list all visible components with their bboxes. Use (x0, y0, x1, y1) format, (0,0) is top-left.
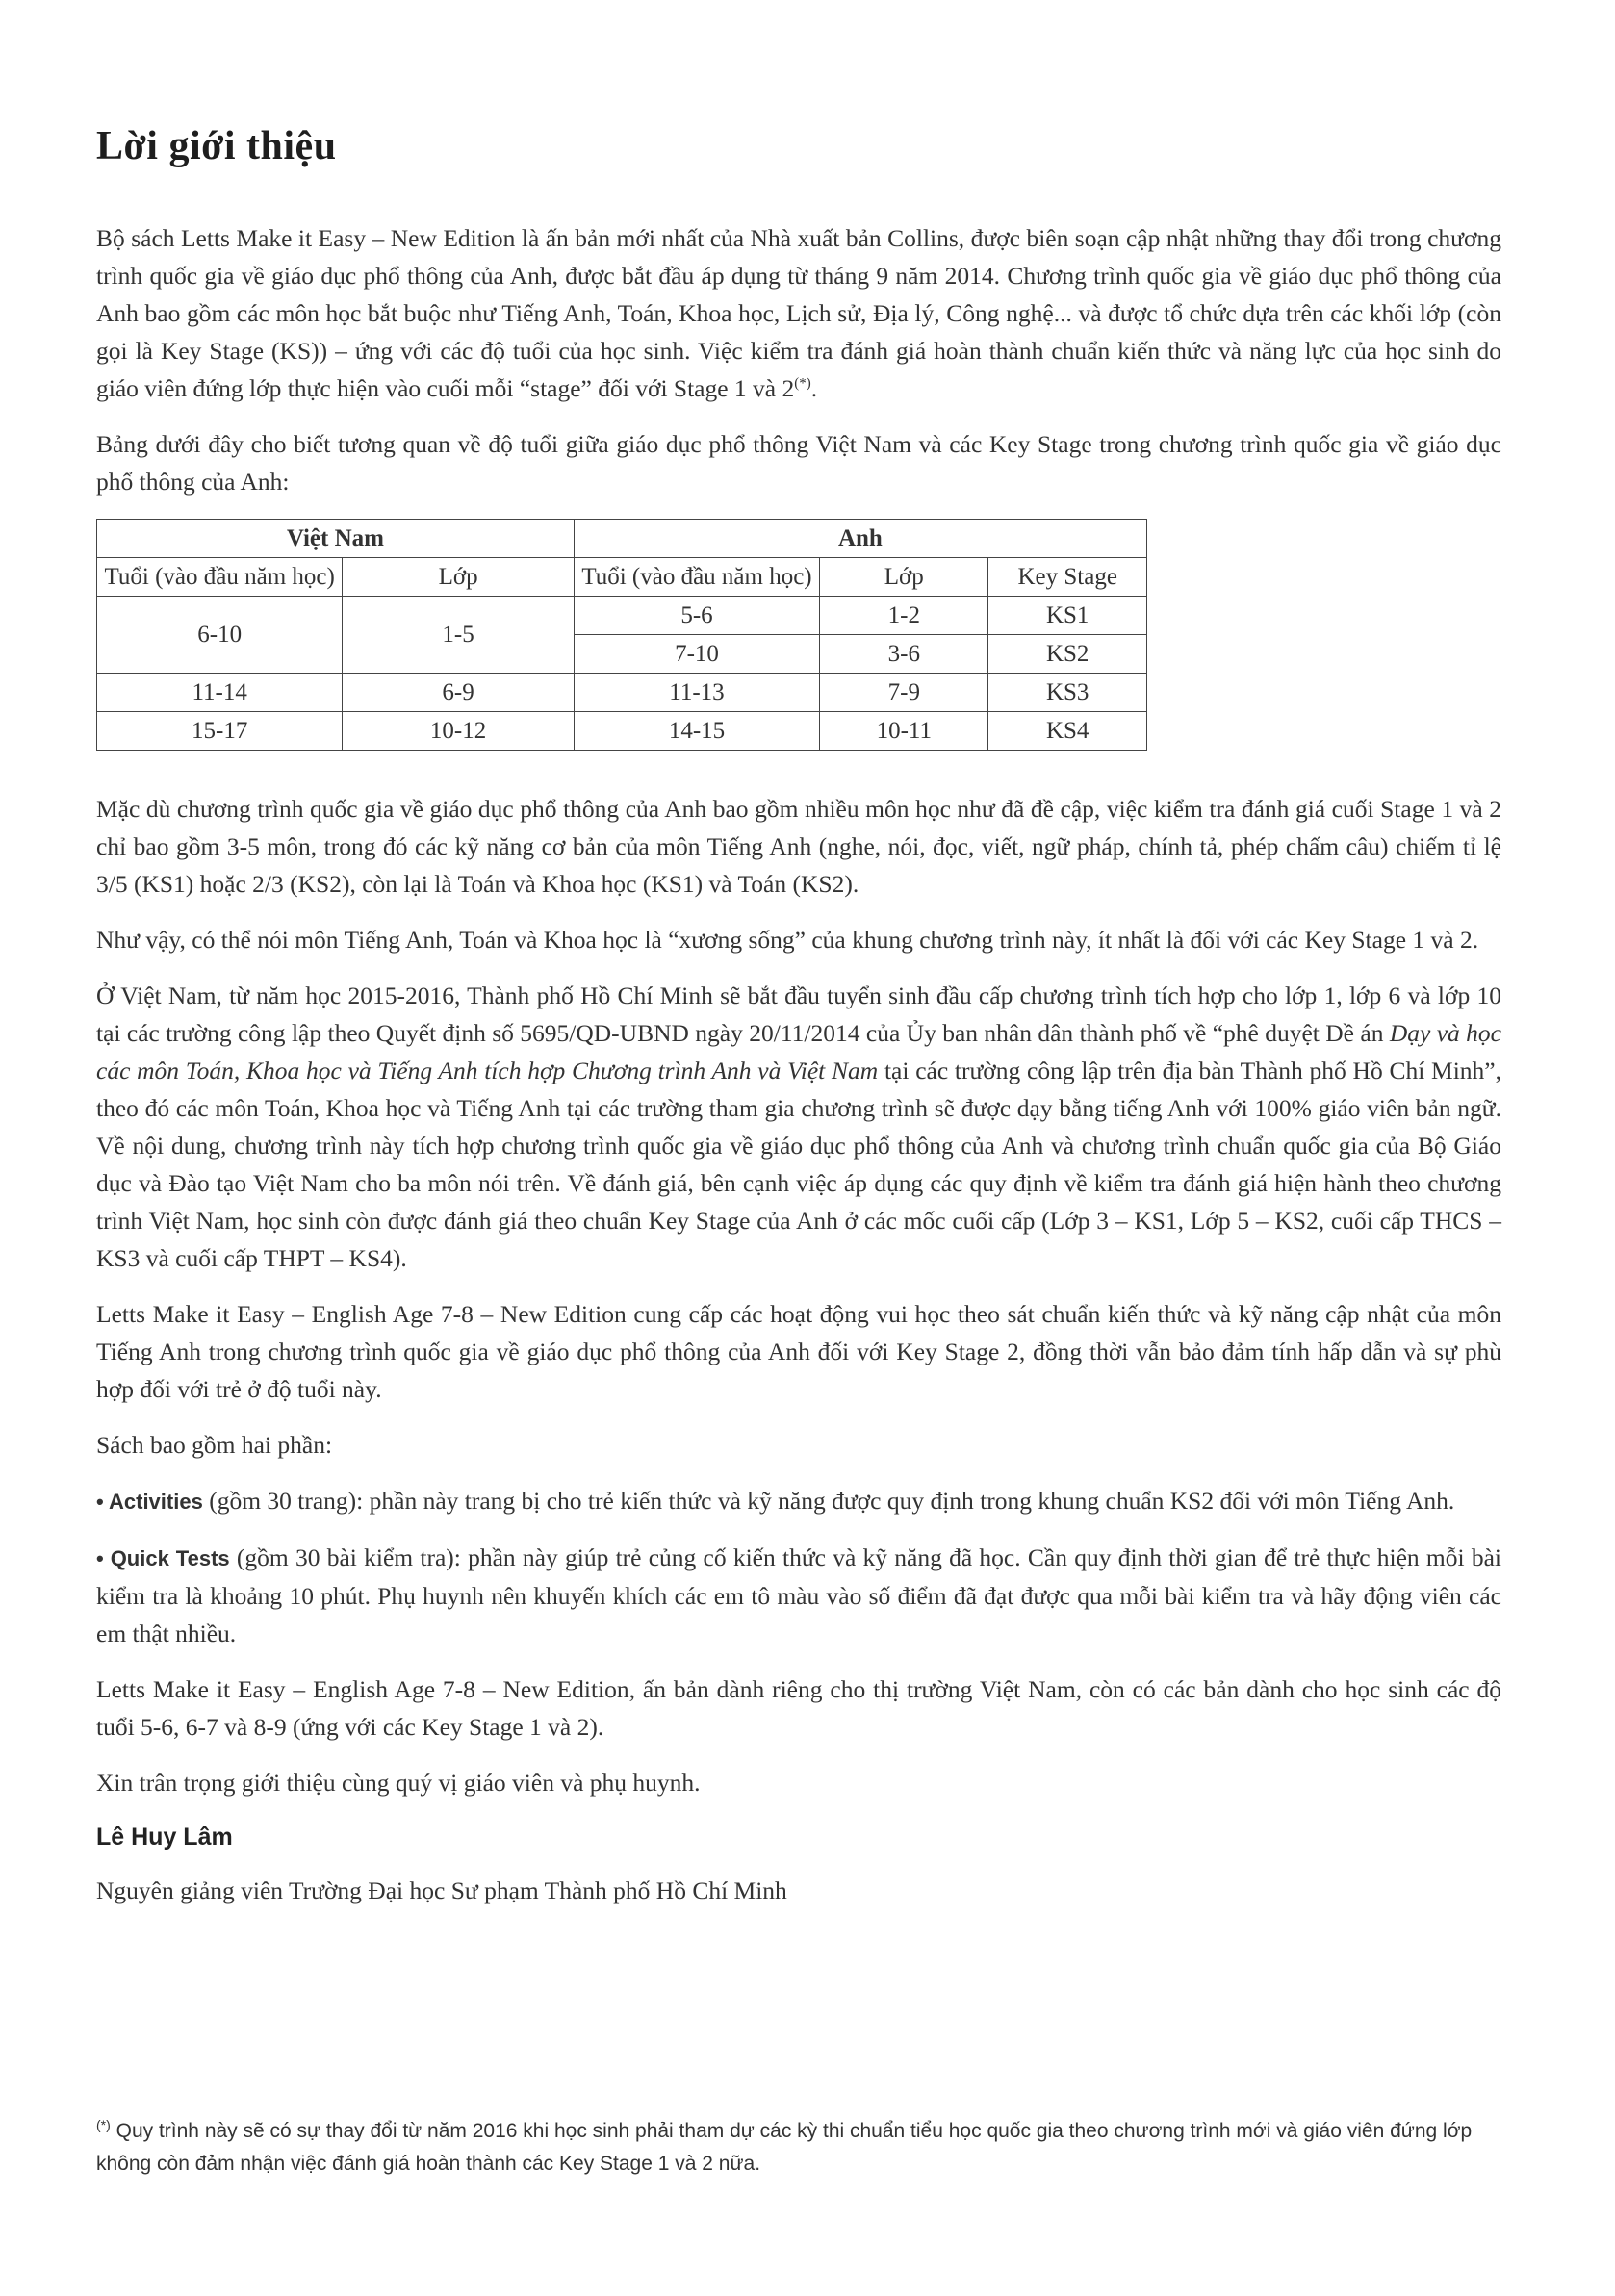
table-cell-uk-grade: 10-11 (820, 712, 988, 751)
table-cell-uk-age: 14-15 (574, 712, 819, 751)
paragraph-vietnam-program (96, 977, 1501, 1277)
table-row (97, 712, 1147, 751)
table-row (97, 674, 1147, 712)
paragraph-vietnam-text-b: tại các trường công lập trên địa bàn Thành phố Hồ Chí Minh”, theo đó các môn Toán, Khoa học và Tiếng Anh tại các trường tham gia chương trình sẽ được dạy bằng tiếng Anh với 100% giáo viên bản ngữ. Về nội dung, chương trình này tích hợp chương trình quốc gia về giáo dục phổ thông của Anh và chương trình chuẩn quốc gia của Bộ Giáo dục và Đào tạo Việt Nam cho ba môn nói trên. Về đánh giá, bên cạnh việc áp dụng các quy định về kiểm tra đánh giá hiện hành theo chương trình Việt Nam, học sinh còn được đánh giá theo chuẩn Key Stage của Anh ở các mốc cuối cấp (Lớp 3 – KS1, Lớp 5 – KS2, cuối cấp THCS – KS3 và cuối cấp THPT – KS4). (96, 1057, 1501, 1272)
bullet-activities (96, 1482, 1501, 1520)
bullet-quick-tests-text: (gồm 30 bài kiểm tra): phần này giúp trẻ củng cố kiến thức và kỹ năng đã học. Cần quy định thời gian để trẻ thực hiện mỗi bài kiểm tra là khoảng 10 phút. Phụ huynh nên khuyến khích các em tô màu vào số điểm đã đạt được qua mỗi bài kiểm tra và hãy động viên các em thật nhiều. (96, 1543, 1501, 1647)
table-group-england: Anh (574, 520, 1146, 558)
table-cell-uk-grade: 1-2 (820, 597, 988, 635)
paragraph-book-parts: Sách bao gồm hai phần: (96, 1431, 333, 1459)
footnote-mark: (*) (96, 2117, 111, 2132)
paragraph-assessment: Mặc dù chương trình quốc gia về giáo dục phổ thông của Anh bao gồm nhiều môn học như đã đề cập, việc kiểm tra đánh giá cuối Stage 1 và 2 chỉ bao gồm 3-5 môn, trong đó các kỹ năng cơ bản của môn Tiếng Anh (nghe, nói, đọc, viết, ngữ pháp, chính tả, phép chấm câu) chiếm tỉ lệ 3/5 (KS1) hoặc 2/3 (KS2), còn lại là Toán và Khoa học (KS1) và Toán (KS2). (96, 795, 1501, 898)
age-comparison-table (96, 519, 1147, 751)
paragraph-table-intro: Bảng dưới đây cho biết tương quan về độ tuổi giữa giáo dục phổ thông Việt Nam và các Key Stage trong chương trình quốc gia về giáo dục phổ thông của Anh: (96, 430, 1501, 496)
bullet-quick-tests (96, 1539, 1501, 1652)
author-block (96, 1820, 1501, 1909)
table-cell-vn-grade: 10-12 (343, 712, 574, 751)
table-cell-uk-grade: 7-9 (820, 674, 988, 712)
paragraph-closing: Xin trân trọng giới thiệu cùng quý vị giáo viên và phụ huynh. (96, 1769, 701, 1797)
paragraph-intro-text: Bộ sách Letts Make it Easy – New Edition là ấn bản mới nhất của Nhà xuất bản Collins, được biên soạn cập nhật những thay đổi trong chương trình quốc gia về giáo dục phổ thông của Anh, được bắt đầu áp dụng từ tháng 9 năm 2014. Chương trình quốc gia về giáo dục phổ thông của Anh bao gồm các môn học bắt buộc như Tiếng Anh, Toán, Khoa học, Lịch sử, Địa lý, Công nghệ... và được tổ chức dựa trên các khối lớp (còn gọi là Key Stage (KS)) – ứng với các độ tuổi của học sinh. Việc kiểm tra đánh giá hoàn thành chuẩn kiến thức và năng lực của học sinh do giáo viên đứng lớp thực hiện vào cuối mỗi “stage” đối với Stage 1 và 2 (96, 224, 1501, 402)
bullet-quick-tests-label: • Quick Tests (96, 1546, 230, 1570)
table-cell-uk-age: 11-13 (574, 674, 819, 712)
author-name: Lê Huy Lâm (96, 1824, 233, 1850)
table-cell-key-stage: KS2 (988, 635, 1147, 674)
paragraph-backbone: Như vậy, có thể nói môn Tiếng Anh, Toán và Khoa học là “xương sống” của khung chương trình này, ít nhất là đối với các Key Stage 1 và 2. (96, 926, 1479, 954)
table-cell-vn-age: 15-17 (97, 712, 343, 751)
table-cell-key-stage: KS1 (988, 597, 1147, 635)
table-header-uk-grade: Lớp (820, 558, 988, 597)
table-header-vn-grade: Lớp (343, 558, 574, 597)
bullet-activities-text: (gồm 30 trang): phần này trang bị cho trẻ kiến thức và kỹ năng được quy định trong khung chuẩn KS2 đối với môn Tiếng Anh. (202, 1487, 1455, 1515)
table-cell-key-stage: KS3 (988, 674, 1147, 712)
table-group-header-row (97, 520, 1147, 558)
table-row (97, 597, 1147, 635)
table-cell-vn-grade: 1-5 (343, 597, 574, 674)
author-title: Nguyên giảng viên Trường Đại học Sư phạm Thành phố Hồ Chí Minh (96, 1876, 787, 1904)
footnote-reference: (*) (794, 375, 811, 392)
table-cell-uk-age: 5-6 (574, 597, 819, 635)
paragraph-book-description: Letts Make it Easy – English Age 7-8 – New Edition cung cấp các hoạt động vui học theo sát chuẩn kiến thức và kỹ năng cập nhật của môn Tiếng Anh trong chương trình quốc gia về giáo dục phổ thông của Anh đối với Key Stage 2, đồng thời vẫn bảo đảm tính hấp dẫn và sự phù hợp đối với trẻ ở độ tuổi này. (96, 1300, 1501, 1403)
paragraph-vietnam-text-a: Ở Việt Nam, từ năm học 2015-2016, Thành phố Hồ Chí Minh sẽ bắt đầu tuyển sinh đầu cấp chương trình tích hợp cho lớp 1, lớp 6 và lớp 10 tại các trường công lập theo Quyết định số 5695/QĐ-UBND ngày 20/11/2014 của Ủy ban nhân dân thành phố về “phê duyệt Đề án (96, 982, 1501, 1047)
table-header-vn-age: Tuổi (vào đầu năm học) (97, 558, 343, 597)
table-cell-vn-age: 6-10 (97, 597, 343, 674)
table-cell-vn-grade: 6-9 (343, 674, 574, 712)
footnote-text: Quy trình này sẽ có sự thay đổi từ năm 2016 khi học sinh phải tham dự các kỳ thi chuẩn tiểu học quốc gia theo chương trình mới và giáo viên đứng lớp không còn đảm nhận việc đánh giá hoàn thành các Key Stage 1 và 2 nữa. (96, 2120, 1473, 2175)
page-title: Lời giới thiệu (96, 124, 337, 168)
table-cell-uk-age: 7-10 (574, 635, 819, 674)
table-cell-key-stage: KS4 (988, 712, 1147, 751)
project-title: Dạy và học các môn Toán, Khoa học và Tiếng Anh tích hợp Chương trình Anh và Việt Nam (96, 1019, 1502, 1084)
bullet-activities-label: • Activities (96, 1490, 203, 1514)
table-cell-vn-age: 11-14 (97, 674, 343, 712)
paragraph-intro (96, 219, 1501, 407)
footnote (96, 2115, 1511, 2181)
table-group-vietnam: Việt Nam (97, 520, 575, 558)
table-header-row (97, 558, 1147, 597)
paragraph-intro-end: . (810, 374, 818, 402)
table-header-key-stage: Key Stage (988, 558, 1147, 597)
table-header-uk-age: Tuổi (vào đầu năm học) (574, 558, 819, 597)
table-cell-uk-grade: 3-6 (820, 635, 988, 674)
body-text (96, 219, 1501, 1927)
paragraph-editions: Letts Make it Easy – English Age 7-8 – New Edition, ấn bản dành riêng cho thị trường Việt Nam, còn có các bản dành cho học sinh các độ tuổi 5-6, 6-7 và 8-9 (ứng với các Key Stage 1 và 2). (96, 1675, 1501, 1741)
